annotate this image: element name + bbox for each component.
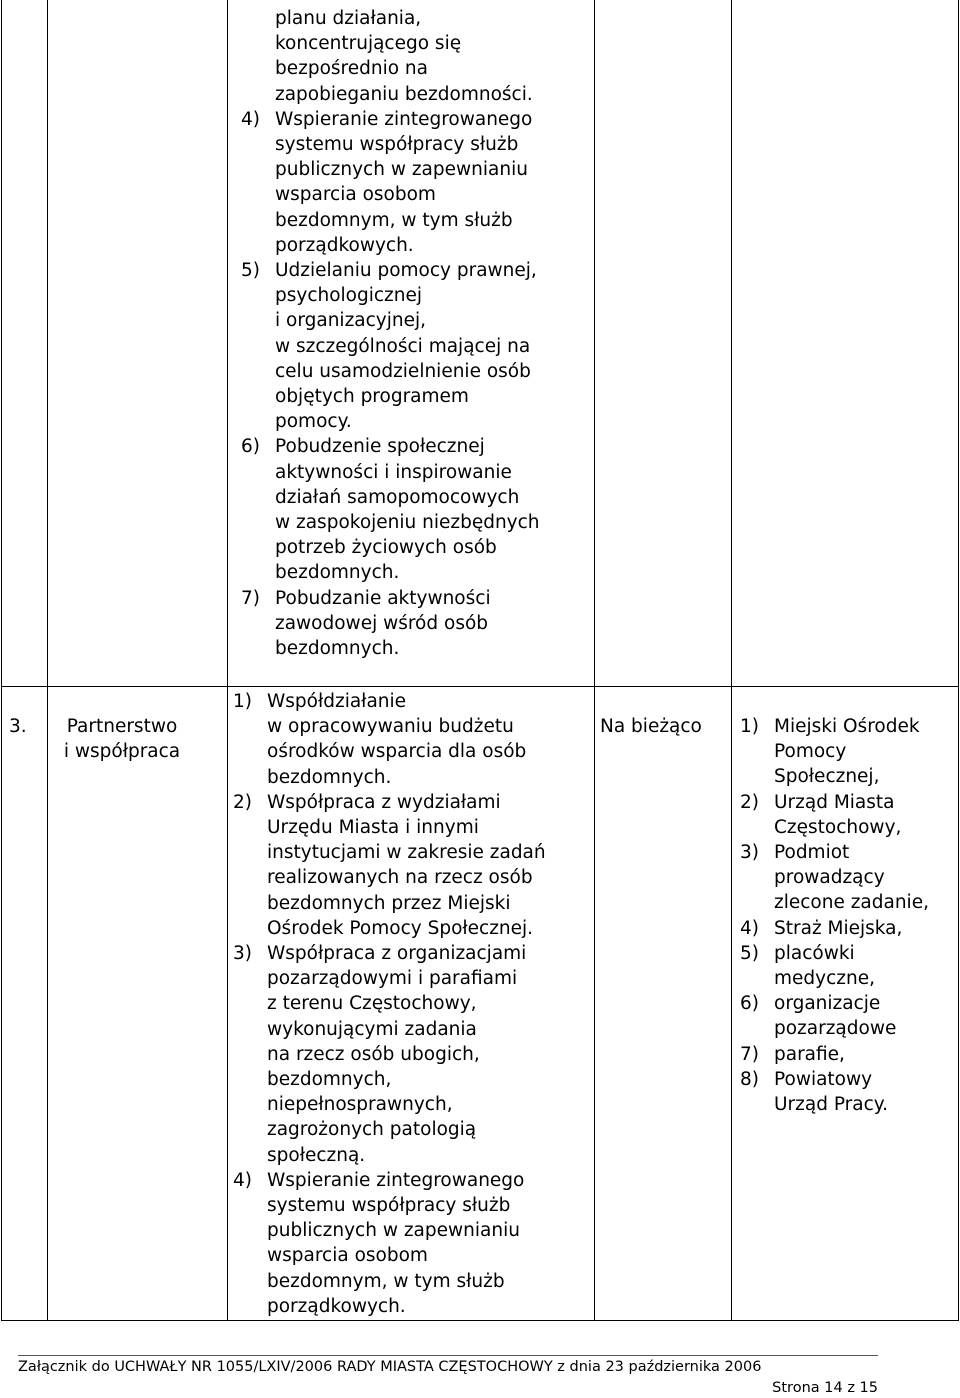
- list-item-number: 5): [241, 260, 260, 282]
- actions-list: [233, 689, 588, 1319]
- continued-actions-cell: [241, 6, 581, 661]
- page-number: Strona 14 z 15: [772, 1380, 878, 1396]
- continued-text-line: zapobieganiu bezdomności.: [275, 83, 533, 105]
- list-item-line: bezdomnych,: [267, 1069, 392, 1091]
- row-title-line: Partnerstwo: [66, 716, 178, 737]
- table-border-bottom: [1, 1320, 959, 1321]
- list-item-line: wsparcia osobom: [275, 184, 436, 206]
- responsible-list: [740, 714, 953, 1117]
- list-item-line: na rzecz osób ubogich,: [267, 1043, 480, 1065]
- list-item-line: medyczne,: [774, 968, 875, 990]
- list-item-line: w szczególności mającej na: [275, 335, 531, 357]
- list-item-line: i organizacyjnej,: [275, 310, 426, 332]
- table-col-divider-4: [731, 0, 732, 1321]
- list-item-line: Pomocy: [774, 741, 847, 763]
- continued-text-line: koncentrującego się: [275, 33, 462, 55]
- list-item-line: w zaspokojeniu niezbędnych: [275, 512, 540, 534]
- list-item-line: publicznych w zapewnianiu: [275, 159, 528, 181]
- list-item-line: w opracowywaniu budżetu: [267, 716, 514, 738]
- list-item: [241, 258, 581, 434]
- list-item-line: aktywności i inspirowanie: [275, 461, 512, 483]
- list-item-line: Wspieranie zintegrowanego: [275, 108, 533, 130]
- list-item-line: prowadzący: [774, 867, 885, 889]
- list-item-line: Współdziałanie: [267, 691, 407, 712]
- list-item-number: 1): [740, 716, 759, 737]
- list-item-line: Współpraca z wydziałami: [267, 791, 501, 813]
- footer-rule: [18, 1355, 878, 1356]
- list-item-line: Urząd Pracy.: [774, 1094, 888, 1116]
- list-item-number: 8): [740, 1068, 759, 1090]
- table-col-divider-1: [47, 0, 48, 1321]
- list-item-line: Pobudzenie społecznej: [275, 436, 485, 458]
- list-item-number: 4): [233, 1169, 252, 1191]
- list-item-line: niepełnosprawnych,: [267, 1094, 453, 1116]
- list-item-line: psychologicznej: [275, 285, 423, 307]
- list-item: [740, 714, 953, 790]
- list-item: [740, 790, 953, 840]
- list-item-line: porządkowych.: [267, 1295, 406, 1317]
- list-item-number: 7): [241, 587, 260, 609]
- table-col-divider-3: [594, 0, 595, 1321]
- row-title: [57, 714, 187, 764]
- list-item: [740, 1042, 953, 1067]
- list-item-line: porządkowych.: [275, 234, 414, 256]
- list-item-number: 6): [740, 993, 759, 1015]
- list-item-line: bezdomnych.: [267, 766, 392, 788]
- list-item-line: zagrożonych patologią: [267, 1119, 477, 1141]
- list-item-line: Podmiot: [774, 842, 850, 864]
- list-item-line: bezdomnych.: [275, 638, 400, 660]
- list-item: [241, 107, 581, 258]
- list-item: [241, 586, 581, 662]
- list-item: [233, 941, 588, 1168]
- actions-cell: [233, 689, 588, 1319]
- list-item: [740, 991, 953, 1041]
- list-item-line: Powiatowy: [774, 1068, 873, 1090]
- list-item-line: społeczną.: [267, 1144, 366, 1166]
- responsible-cell: [740, 714, 953, 1117]
- list-item-line: wykonującymi zadania: [267, 1018, 477, 1040]
- list-item-number: 2): [740, 791, 759, 813]
- list-item-line: wsparcia osobom: [267, 1245, 428, 1267]
- list-item-number: 6): [241, 436, 260, 458]
- continued-text-line: planu działania,: [275, 8, 422, 29]
- list-item-line: działań samopomocowych: [275, 486, 520, 508]
- list-item-line: publicznych w zapewnianiu: [267, 1220, 520, 1242]
- list-item: [233, 1168, 588, 1319]
- list-item-line: pomocy.: [275, 411, 352, 433]
- list-item-line: realizowanych na rzecz osób: [267, 867, 533, 889]
- list-item-line: Miejski Ośrodek: [774, 716, 920, 737]
- list-item-line: Pobudzanie aktywności: [275, 587, 491, 609]
- table-border-left: [1, 0, 2, 1321]
- list-item-line: organizacje: [774, 993, 881, 1015]
- list-item-line: parafie,: [774, 1043, 845, 1065]
- list-item-line: Ośrodek Pomocy Społecznej.: [267, 917, 534, 939]
- continued-actions-list: [241, 107, 581, 661]
- row-number: 3.: [9, 716, 27, 737]
- list-item-line: z terenu Częstochowy,: [267, 993, 477, 1015]
- list-item-number: 2): [233, 791, 252, 813]
- list-item-number: 5): [740, 942, 759, 964]
- list-item-line: pozarządowymi i parafiami: [267, 968, 518, 990]
- list-item-line: bezdomnym, w tym służb: [267, 1270, 505, 1292]
- list-item-line: Straż Miejska,: [774, 917, 903, 939]
- list-item-line: systemu współpracy służb: [275, 134, 519, 156]
- table-col-divider-2: [227, 0, 228, 1321]
- list-item: [740, 840, 953, 916]
- list-item-number: 3): [233, 943, 252, 965]
- list-item-line: pozarządowe: [774, 1018, 897, 1040]
- list-item-number: 7): [740, 1043, 759, 1065]
- list-item-number: 4): [740, 917, 759, 939]
- list-item-line: Urząd Miasta: [774, 791, 895, 813]
- list-item-line: celu usamodzielnienie osób: [275, 360, 531, 382]
- list-item: [740, 941, 953, 991]
- list-item-line: zlecone zadanie,: [774, 892, 929, 914]
- list-item-line: systemu współpracy służb: [267, 1195, 511, 1217]
- list-item-line: Urzędu Miasta i innymi: [267, 817, 479, 839]
- list-item-line: Częstochowy,: [774, 816, 902, 838]
- list-item-number: 3): [740, 842, 759, 864]
- row-divider: [1, 686, 959, 687]
- list-item-line: potrzeb życiowych osób: [275, 537, 497, 559]
- list-item-line: zawodowej wśród osób: [275, 612, 489, 634]
- list-item: [233, 689, 588, 790]
- list-item-line: Wspieranie zintegrowanego: [267, 1169, 525, 1191]
- list-item: [740, 1067, 953, 1117]
- list-item-line: bezdomnych przez Miejski: [267, 892, 511, 914]
- deadline-cell: Na bieżąco: [600, 716, 702, 737]
- list-item-line: bezdomnym, w tym służb: [275, 209, 513, 231]
- list-item-line: instytucjami w zakresie zadań: [267, 842, 546, 864]
- table-border-right: [958, 0, 959, 1321]
- list-item: [740, 916, 953, 941]
- list-item-line: Współpraca z organizacjami: [267, 943, 527, 965]
- list-item-line: placówki: [774, 942, 855, 964]
- list-item-line: bezdomnych.: [275, 562, 400, 584]
- row-title-line: i współpraca: [63, 741, 181, 763]
- list-item-line: ośrodków wsparcia dla osób: [267, 741, 527, 763]
- list-item-line: objętych programem: [275, 386, 469, 408]
- list-item-line: Udzielaniu pomocy prawnej,: [275, 260, 537, 282]
- list-item-number: 4): [241, 108, 260, 130]
- list-item-number: 1): [233, 691, 252, 712]
- list-item: [233, 790, 588, 941]
- list-item-line: Społecznej,: [774, 766, 880, 788]
- list-item: [241, 434, 581, 585]
- continued-text-line: bezpośrednio na: [275, 58, 428, 80]
- footer-text: Załącznik do UCHWAŁY NR 1055/LXIV/2006 RADY MIASTA CZĘSTOCHOWY z dnia 23 października 2006: [18, 1359, 762, 1375]
